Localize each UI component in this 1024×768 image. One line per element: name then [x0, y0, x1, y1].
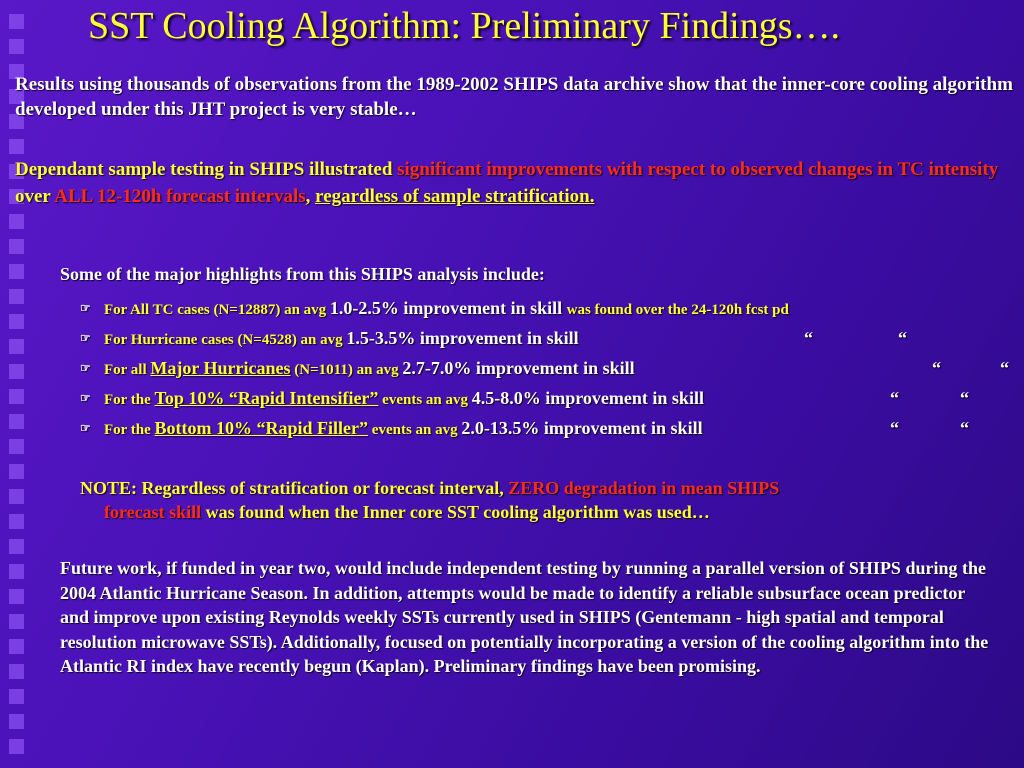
bullet-lead-text: events an avg	[368, 422, 462, 438]
dependant-highlight-2: ALL 12-120h forecast intervals	[54, 186, 306, 207]
bullet-lead-text: For the	[104, 422, 155, 438]
ditto-mark: “	[804, 328, 813, 348]
list-item	[80, 324, 1020, 354]
future-work-paragraph: Future work, if funded in year two, would include independent testing by running a parallel version of SHIPS during the 2004 Atlantic Hurricane Season. In addition, attempts would be made to identify a reliable subsurface ocean predictor and improve upon existing Reynolds weekly SSTs currently used in SHIPS (Gentemann - high spatial and temporal resolution microwave SSTs). Additionally, focused on potentially incorporating a version of the cooling algorithm into the Atlantic RI index have recently begun (Kaplan). Preliminary findings have been promising.	[60, 558, 989, 676]
bullet-mid-text: improvement in skill	[471, 358, 635, 378]
bullet-mid-text: improvement in skill	[398, 298, 567, 318]
bullet-lead-text: For the	[104, 392, 155, 408]
note-text-2: was found when the Inner core SST cooling algorithm was used…	[201, 502, 710, 522]
decorative-square	[9, 614, 24, 629]
bullet-lead-text: For Hurricane cases (N=4528) an avg	[104, 332, 347, 348]
bullet-lead-text: For All TC cases (N=12887) an avg	[104, 302, 330, 318]
pointing-hand-icon: ☞	[80, 361, 91, 375]
decorative-square	[9, 39, 24, 54]
slide-title: SST Cooling Algorithm: Preliminary Findings….	[88, 5, 840, 47]
pointing-hand-icon: ☞	[80, 331, 91, 345]
dependant-testing-paragraph	[15, 156, 1015, 210]
decorative-square	[9, 564, 24, 579]
bullet-range: 2.7-7.0%	[402, 358, 472, 378]
highlights-list	[80, 294, 1020, 444]
note-paragraph	[80, 476, 980, 524]
ditto-mark: “	[890, 418, 899, 438]
dependant-highlight-1: significant improvements with respect to observed changes in TC intensity	[397, 159, 999, 180]
decorative-square	[9, 539, 24, 554]
pointing-hand-icon: ☞	[80, 421, 91, 435]
list-item	[80, 354, 1020, 384]
bullet-mid-text: improvement in skill	[415, 328, 579, 348]
note-highlight-1: ZERO degradation in mean SHIPS	[508, 478, 780, 498]
decorative-square	[9, 214, 24, 229]
bullet-underlined-text: Major Hurricanes	[150, 358, 291, 378]
bullet-lead-text: (N=1011) an avg	[290, 362, 403, 378]
decorative-square	[9, 514, 24, 529]
bullet-tail-text: was found over the 24-120h fcst pd	[566, 302, 789, 318]
pointing-hand-icon: ☞	[80, 301, 91, 315]
note-highlight-2: forecast skill	[104, 502, 202, 522]
bullet-range: 1.0-2.5%	[329, 298, 399, 318]
highlights-heading: Some of the major highlights from this SHIPS analysis include:	[60, 264, 545, 284]
ditto-mark: “	[890, 388, 899, 408]
decorative-square	[9, 739, 24, 754]
decorative-square	[9, 714, 24, 729]
pointing-hand-icon: ☞	[80, 391, 91, 405]
decorative-square	[9, 489, 24, 504]
ditto-mark: “	[932, 358, 941, 378]
decorative-square	[9, 639, 24, 654]
decorative-square	[9, 464, 24, 479]
bullet-underlined-text: Bottom 10% “Rapid Filler”	[154, 418, 369, 438]
decorative-square	[9, 139, 24, 154]
ditto-mark: “	[1000, 358, 1009, 378]
dependant-text-3: ,	[305, 186, 316, 207]
list-item	[80, 414, 1020, 444]
ditto-mark: “	[898, 328, 907, 348]
bullet-range: 1.5-3.5%	[346, 328, 416, 348]
dependant-text-2: over	[15, 186, 55, 207]
decorative-square	[9, 289, 24, 304]
note-text-1: NOTE: Regardless of stratification or forecast interval,	[80, 478, 509, 498]
decorative-square	[9, 314, 24, 329]
decorative-square	[9, 339, 24, 354]
decorative-square	[9, 589, 24, 604]
bullet-mid-text: improvement in skill	[540, 388, 704, 408]
bullet-range: 2.0-13.5%	[461, 418, 540, 438]
bullet-underlined-text: Top 10% “Rapid Intensifier”	[154, 388, 379, 408]
bullet-range: 4.5-8.0%	[471, 388, 541, 408]
decorative-square	[9, 264, 24, 279]
decorative-square	[9, 414, 24, 429]
intro-paragraph: Results using thousands of observations from the 1989-2002 SHIPS data archive show that the inner-core cooling algorithm developed under this JHT project is very stable…	[15, 74, 1013, 120]
dependant-underline: regardless of sample stratification.	[315, 186, 595, 207]
ditto-mark: “	[960, 418, 969, 438]
decorative-square	[9, 664, 24, 679]
list-item	[80, 384, 1020, 414]
decorative-square	[9, 364, 24, 379]
dependant-text-1: Dependant sample testing in SHIPS illustrated	[15, 159, 398, 180]
decorative-square	[9, 14, 24, 29]
decorative-square	[9, 689, 24, 704]
ditto-mark: “	[960, 388, 969, 408]
bullet-lead-text: For all	[104, 362, 151, 378]
bullet-lead-text: events an avg	[378, 392, 472, 408]
list-item	[80, 294, 1020, 324]
decorative-square	[9, 239, 24, 254]
bullet-mid-text: improvement in skill	[539, 418, 703, 438]
decorative-square	[9, 439, 24, 454]
decorative-square	[9, 389, 24, 404]
